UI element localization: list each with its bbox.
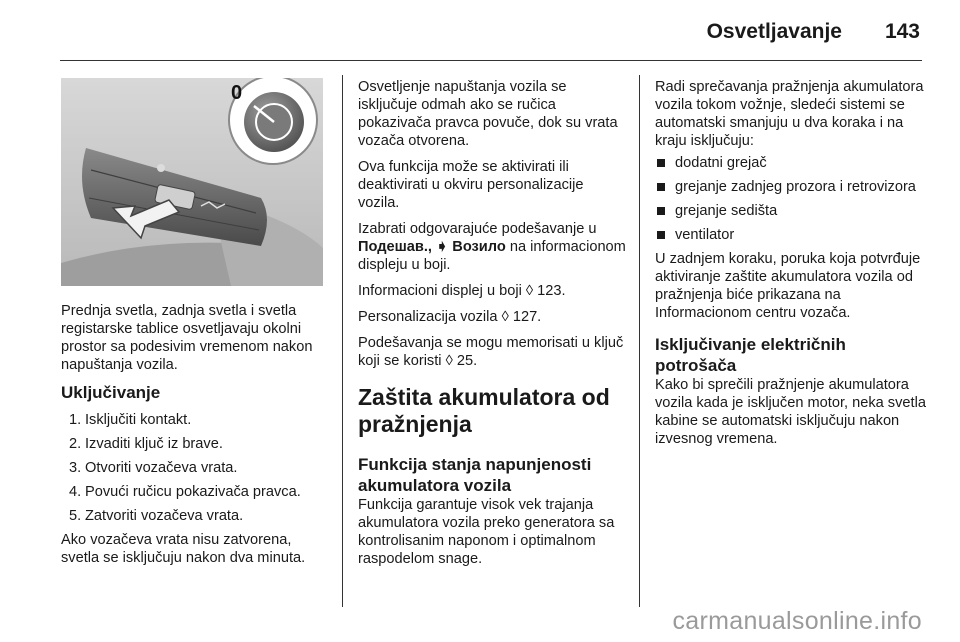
paragraph: Ova funkcija može se aktivirati ili deaktivirati u okviru personalizacije vozila. bbox=[358, 159, 584, 211]
bullet-icon bbox=[657, 231, 665, 239]
bullet-icon bbox=[657, 183, 665, 191]
list-item: 1. Isključiti kontakt. bbox=[69, 412, 192, 428]
intro-paragraph: Prednja svetla, zadnja svetla i svetla registarske tablice osvetljavaju okolni prostor sa podesivim vremenom nakon napuštanja vozila. bbox=[61, 303, 313, 373]
column-3 bbox=[655, 78, 927, 456]
heading-zastita-akumulatora: Zaštita akumulatora od pražnjenja bbox=[358, 384, 610, 437]
column-divider-1 bbox=[342, 75, 343, 607]
paragraph: Kako bi sprečili pražnjenje akumulatora vozila kada je isključen motor, neka svetla kabine se automatski isključuju nakon izvesnog vremena. bbox=[655, 377, 926, 447]
page-number: 143 bbox=[884, 20, 920, 43]
list-item: dodatni grejač bbox=[655, 154, 927, 172]
list-item: grejanje sedišta bbox=[655, 202, 927, 220]
column-divider-2 bbox=[639, 75, 640, 607]
list-item: 4. Povući ručicu pokazivača pravca. bbox=[69, 484, 301, 500]
steps-list bbox=[61, 411, 327, 525]
paragraph: Osvetljenje napuštanja vozila se isključuje odmah ako se ručica pokazivača pravca povuče, dok su vrata vozača otvorena. bbox=[358, 79, 618, 149]
list-item: 5. Zatvoriti vozačeva vrata. bbox=[69, 508, 244, 524]
header-rule bbox=[60, 60, 922, 61]
watermark: carmanualsonline.info bbox=[672, 607, 922, 635]
paragraph: Radi sprečavanja pražnjenja akumulatora vozila tokom vožnje, sledeći sistemi se automatski smanjuju u dva koraka i na kraju isključuju: bbox=[655, 79, 924, 149]
heading-funkcija-stanja: Funkcija stanja napunjenosti akumulatora vozila bbox=[358, 455, 592, 495]
list-item: ventilator bbox=[655, 226, 927, 244]
paragraph: Izabrati odgovarajuće podešavanje u Подешав., ➧ Возило na informacionom displeju u boji. bbox=[358, 221, 626, 273]
column-2 bbox=[358, 78, 628, 576]
list-item: grejanje zadnjeg prozora i retrovizora bbox=[655, 178, 927, 196]
list-item: 2. Izvaditi ključ iz brave. bbox=[69, 436, 223, 452]
bullet-list bbox=[655, 154, 927, 244]
bullet-icon bbox=[657, 159, 665, 167]
paragraph: Podešavanja se mogu memorisati u ključ koji se koristi ◊ 25. bbox=[358, 335, 624, 369]
paragraph: Funkcija garantuje visok vek trajanja akumulatora vozila preko generatora sa kontrolisanim naponom i optimalnom raspodelom snage. bbox=[358, 497, 615, 567]
turn-signal-lever-illustration bbox=[61, 78, 323, 286]
menu-path: Подешав., ➧ Возило bbox=[358, 239, 506, 255]
paragraph: U zadnjem koraku, poruka koja potvrđuje aktiviranje zaštite akumulatora vozila od pražnjenja biće prikazana na Informacionom centru vozača. bbox=[655, 251, 921, 321]
cross-reference: Personalizacija vozila ◊ 127. bbox=[358, 309, 542, 325]
outro-paragraph: Ako vozačeva vrata nisu zatvorena, svetla se isključuju nakon dva minuta. bbox=[61, 532, 306, 566]
column-1 bbox=[61, 302, 327, 575]
page-header bbox=[0, 0, 960, 62]
cross-reference: Informacioni displej u boji ◊ 123. bbox=[358, 283, 566, 299]
section-title: Osvetljavanje bbox=[706, 20, 842, 43]
heading-iskljucivanje: Isključivanje električnih potrošača bbox=[655, 335, 846, 375]
heading-ukljucivanje: Uključivanje bbox=[61, 383, 161, 402]
figure-label: 0 bbox=[231, 82, 243, 104]
bullet-icon bbox=[657, 207, 665, 215]
list-item: 3. Otvoriti vozačeva vrata. bbox=[69, 460, 238, 476]
